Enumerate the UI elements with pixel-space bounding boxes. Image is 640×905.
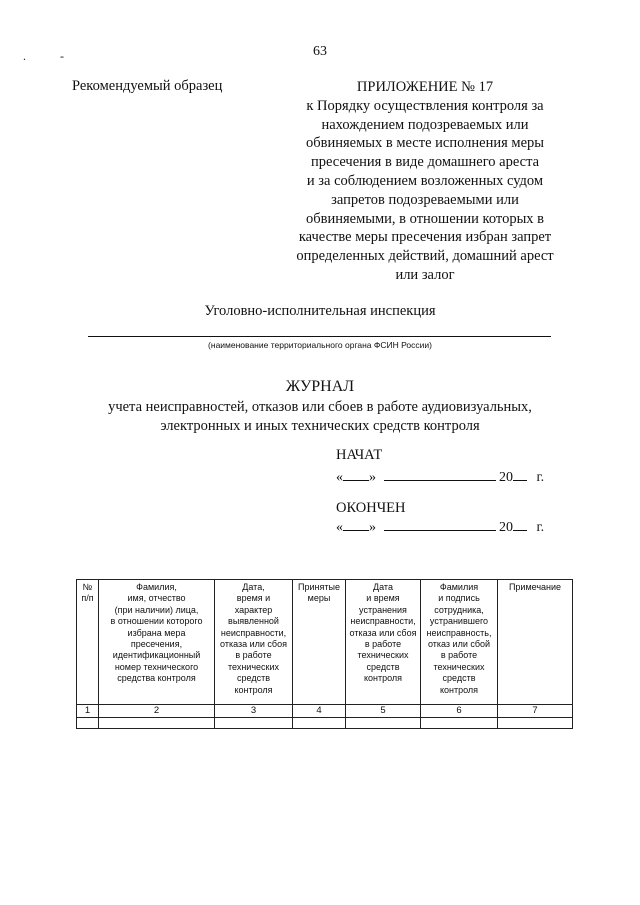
page-number: 63 [313, 44, 327, 59]
month-blank [384, 518, 496, 531]
started-date-line [336, 468, 544, 486]
open-quote: « [336, 520, 343, 535]
table-cell [77, 718, 99, 729]
appendix-line: и за соблюдением возложенных судом [306, 172, 544, 189]
column-header-number: № п/п [77, 580, 99, 705]
recommended-sample-label: Рекомендуемый образец [72, 78, 223, 94]
appendix-line: обвиняемых в месте исполнения меры [305, 135, 545, 152]
appendix-line: пресечения в виде домашнего ареста [310, 154, 540, 171]
appendix-block [280, 78, 570, 285]
table-cell [498, 718, 573, 729]
journal-subtitle [0, 398, 640, 435]
appendix-line: нахождением подозреваемых или [321, 116, 529, 133]
margin-mark: - [60, 49, 64, 63]
authority-name-caption: (наименование территориального органа ФСИН России) [208, 340, 432, 350]
column-number-row [77, 705, 573, 718]
authority-name-fill-line [88, 336, 551, 337]
appendix-title: ПРИЛОЖЕНИЕ № 17 [356, 79, 494, 95]
journal-title: ЖУРНАЛ [285, 378, 355, 395]
close-quote: » [369, 470, 376, 485]
day-blank [343, 518, 369, 531]
table-cell [99, 718, 215, 729]
year-suffix: г. [536, 470, 545, 485]
table-header-row [77, 580, 573, 705]
year-blank [513, 518, 527, 531]
year-prefix: 20 [499, 520, 513, 535]
column-number: 1 [77, 705, 99, 718]
column-number: 4 [293, 705, 346, 718]
column-number: 5 [346, 705, 421, 718]
open-quote: « [336, 470, 343, 485]
journal-subtitle-line: учета неисправностей, отказов или сбоев в работе аудиовизуальных, [108, 399, 532, 415]
journal-subtitle-line: электронных и иных технических средств контроля [160, 417, 480, 434]
column-number: 2 [99, 705, 215, 718]
appendix-line: или залог [395, 266, 455, 283]
table-cell [421, 718, 498, 729]
column-header-fault-details: Дата, время и характер выявленной неисправности, отказа или сбоя в работе технических средств контроля [215, 580, 293, 705]
ended-label: ОКОНЧЕН [336, 500, 406, 516]
year-suffix: г. [536, 520, 545, 535]
table-cell [293, 718, 346, 729]
year-prefix: 20 [499, 470, 513, 485]
close-quote: » [369, 520, 376, 535]
column-header-person: Фамилия, имя, отчество (при наличии) лица, в отношении которого избрана мера пресечения, идентификационный номер технического средства контроля [99, 580, 215, 705]
appendix-line: определенных действий, домашний арест [296, 248, 554, 265]
appendix-line: к Порядку осуществления контроля за [306, 97, 544, 114]
margin-mark: . [23, 49, 26, 63]
column-number: 3 [215, 705, 293, 718]
column-number: 7 [498, 705, 573, 718]
appendix-line: обвиняемыми, в отношении которых в [305, 210, 545, 227]
journal-table [76, 579, 573, 729]
table-row [77, 718, 573, 729]
year-blank [513, 468, 527, 481]
table-cell [215, 718, 293, 729]
column-header-employee: Фамилия и подпись сотрудника, устранившего неисправность, отказ или сбой в работе технических средств контроля [421, 580, 498, 705]
column-number: 6 [421, 705, 498, 718]
day-blank [343, 468, 369, 481]
column-header-fix-date: Дата и время устранения неисправности, отказа или сбоя в работе технических средств контроля [346, 580, 421, 705]
ended-date-line [336, 518, 544, 536]
inspection-title: Уголовно-исполнительная инспекция [204, 303, 436, 319]
started-label: НАЧАТ [336, 447, 383, 463]
column-header-note: Примечание [498, 580, 573, 705]
appendix-line: запретов подозреваемыми или [331, 191, 519, 208]
appendix-line: качестве меры пресечения избран запрет [298, 229, 552, 246]
column-header-measures: Принятые меры [293, 580, 346, 705]
table-cell [346, 718, 421, 729]
month-blank [384, 468, 496, 481]
